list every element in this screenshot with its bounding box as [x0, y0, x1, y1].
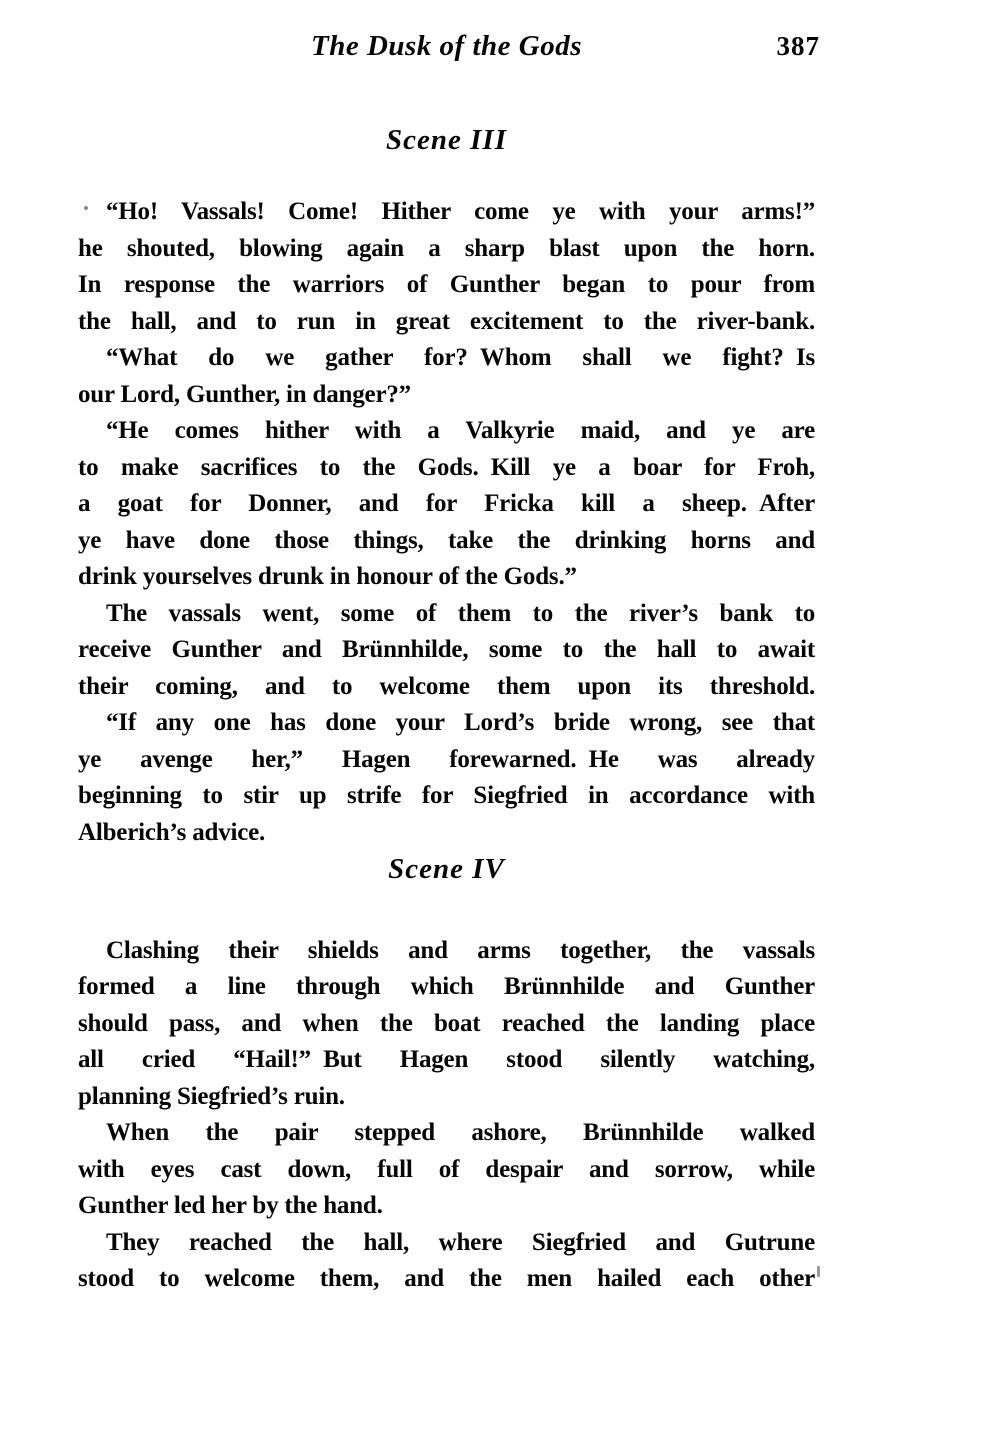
- text-line: formed a line through which Brünnhilde and Gunther: [78, 973, 815, 1000]
- paragraph: [78, 413, 815, 596]
- text-line: a goat for Donner, and for Fricka kill a sheep. After: [78, 490, 815, 517]
- text-line: “If any one has done your Lord’s bride wrong, see that: [106, 709, 815, 736]
- text-line: “He comes hither with a Valkyrie maid, and ye are: [106, 417, 815, 444]
- text-line: receive Gunther and Brünnhilde, some to the hall to await: [78, 636, 815, 663]
- text-block: [78, 120, 815, 1298]
- text-line: The vassals went, some of them to the river’s bank to: [106, 599, 815, 627]
- print-artifact-mark: [817, 1266, 820, 1277]
- text-line: to make sacrifices to the Gods. Kill ye a boar for Froh,: [78, 453, 815, 481]
- text-line: he shouted, blowing again a sharp blast upon the horn.: [78, 234, 815, 262]
- text-line: the hall, and to run in great excitement to the river-bank.: [78, 307, 815, 335]
- paragraph: [78, 596, 815, 706]
- paragraph: [78, 194, 815, 340]
- running-header: [78, 28, 820, 64]
- text-line: all cried “Hail!” But Hagen stood silently watching,: [78, 1046, 815, 1073]
- text-line: our Lord, Gunther, in danger?”: [78, 380, 411, 408]
- text-line: ye avenge her,” Hagen forewarned. He was already: [78, 745, 815, 773]
- text-line: their coming, and to welcome them upon its threshold.: [78, 672, 815, 700]
- text-line: Alberich’s advice.: [78, 818, 266, 846]
- text-line: beginning to stir up strife for Siegfried in accordance with: [78, 782, 815, 809]
- text-line: planning Siegfried’s ruin.: [78, 1082, 345, 1110]
- text-line: In response the warriors of Gunther began to pour from: [78, 271, 815, 298]
- paragraph: [78, 933, 815, 1116]
- paragraph: [78, 340, 815, 413]
- text-column: [78, 0, 820, 1298]
- text-line: “What do we gather for? Whom shall we fight? Is: [106, 344, 815, 371]
- text-line: They reached the hall, where Siegfried and Gutrune: [106, 1228, 815, 1256]
- print-artifact-dot: [84, 206, 88, 210]
- page-number: 387: [776, 31, 820, 61]
- text-line: Clashing their shields and arms together, the vassals: [106, 936, 815, 964]
- paragraph: [78, 705, 815, 851]
- paragraph: [78, 1225, 815, 1298]
- text-line: ye have done those things, take the drinking horns and: [78, 526, 815, 554]
- paragraph: [78, 1115, 815, 1225]
- text-line: drink yourselves drunk in honour of the Gods.”: [78, 563, 577, 590]
- text-line: should pass, and when the boat reached the landing place: [78, 1009, 815, 1037]
- text-line: “Ho! Vassals! Come! Hither come ye with your arms!”: [106, 198, 815, 225]
- text-line: Gunther led her by the hand.: [78, 1192, 383, 1219]
- text-line: When the pair stepped ashore, Brünnhilde walked: [106, 1119, 815, 1146]
- scene-heading: Scene III: [386, 124, 507, 156]
- running-title: The Dusk of the Gods: [310, 30, 582, 62]
- text-line: stood to welcome them, and the men hailed each other: [78, 1265, 815, 1292]
- text-line: with eyes cast down, full of despair and sorrow, while: [78, 1155, 815, 1183]
- scene-heading: Scene IV: [388, 853, 505, 885]
